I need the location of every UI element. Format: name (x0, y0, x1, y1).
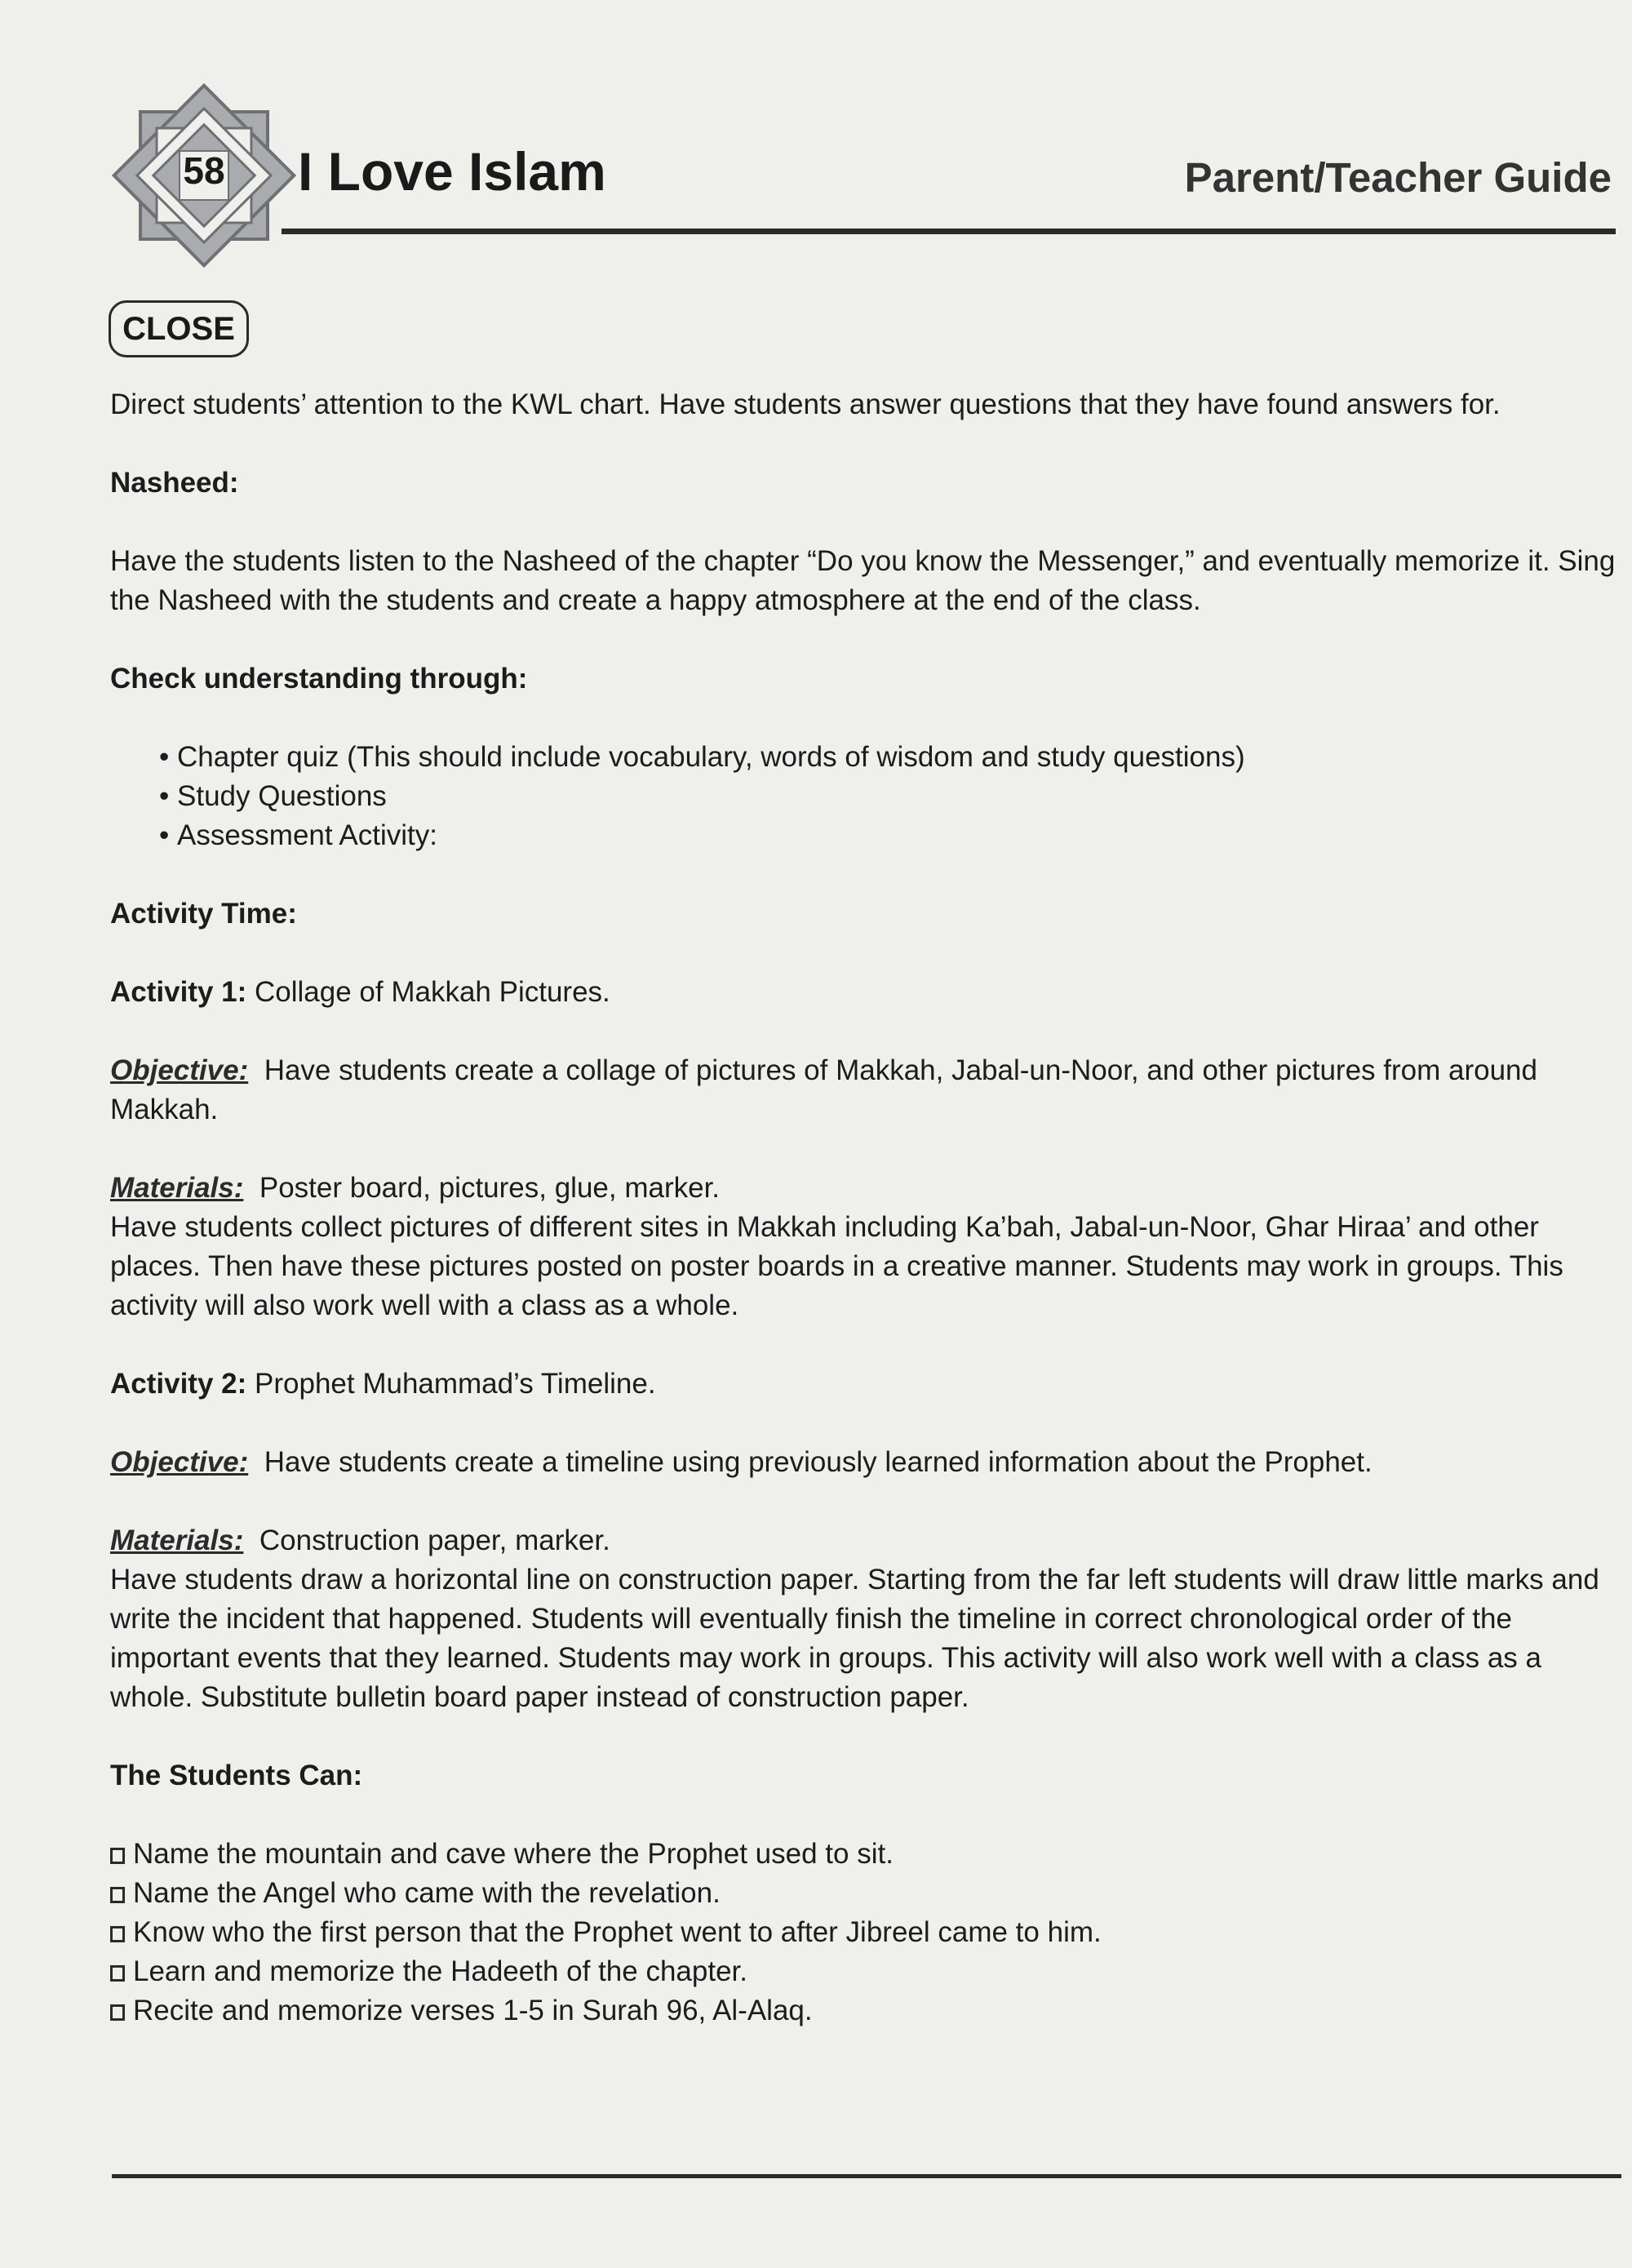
nasheed-text: Have the students listen to the Nasheed of the chapter “Do you know the Messenger,” and eventually memorize it. Sing the Nasheed with the students and create a happy atmosphere at the end of the class. (110, 545, 1616, 616)
activity-1-materials: Poster board, pictures, glue, marker. (259, 1172, 721, 1204)
activity-1-label: Activity 1: (110, 976, 247, 1008)
activity-1-description: Have students collect pictures of different sites in Makkah including Ka’bah, Jabal-un-Noor, Ghar Hiraa’ and other places. Then have these pictures posted on poster boards in a creative manner. Students may work in groups. This activity will also work well with a class as a whole. (110, 1211, 1563, 1321)
list-item: • Chapter quiz (This should include vocabulary, words of wisdom and study questions) (159, 738, 1620, 777)
list-item: Recite and memorize verses 1-5 in Surah 96, Al-Alaq. (110, 1991, 1620, 2031)
activity-2-materials: Construction paper, marker. (259, 1525, 610, 1556)
objective-label: Objective: (110, 1054, 249, 1086)
activity-2-description: Have students draw a horizontal line on construction paper. Starting from the far left students will draw little marks and write the incident that happened. Students will eventually finish the timeline in correct chronological order of the important events that they learned. Students may work in groups. This activity will also work well with a class as a whole. Substitute bulletin board paper instead of construction paper. (110, 1564, 1599, 1713)
activity-1-objective: Have students create a collage of pictures of Makkah, Jabal-un-Noor, and other pictures from around Makkah. (110, 1054, 1537, 1125)
activity-time-heading: Activity Time: (110, 898, 297, 930)
list-item: Know who the first person that the Prophet went to after Jibreel came to him. (110, 1913, 1620, 1952)
checkbox-icon (110, 1965, 125, 1982)
book-title: I Love Islam (298, 141, 606, 202)
guide-title: Parent/Teacher Guide (1184, 154, 1612, 201)
materials-label: Materials: (110, 1172, 244, 1204)
checkbox-icon (110, 1926, 125, 1942)
list-item: • Study Questions (159, 777, 1620, 816)
activity-1-objective-line (110, 1051, 1620, 1130)
intro-text: Direct students’ attention to the KWL chart. Have students answer questions that they have found answers for. (110, 388, 1501, 420)
activity-2-objective: Have students create a timeline using previously learned information about the Prophet. (264, 1446, 1373, 1478)
list-item: Learn and memorize the Hadeeth of the chapter. (110, 1952, 1620, 1991)
activity-1-materials-line (110, 1169, 1620, 1208)
activity-2-materials-line (110, 1521, 1620, 1560)
list-item: • Assessment Activity: (159, 816, 1620, 855)
activity-2-title: Prophet Muhammad’s Timeline. (255, 1368, 656, 1400)
close-badge: CLOSE (109, 300, 249, 357)
activity-2-objective-line (110, 1443, 1620, 1482)
footer-rule (112, 2174, 1621, 2178)
checkbox-icon (110, 1848, 125, 1864)
check-list (110, 738, 1620, 855)
students-can-list (110, 1835, 1620, 2031)
activity-1-title: Collage of Makkah Pictures. (255, 976, 610, 1008)
objective-label: Objective: (110, 1446, 249, 1478)
checkbox-icon (110, 1887, 125, 1903)
list-item: Name the Angel who came with the revelation. (110, 1874, 1620, 1913)
page-number: 58 (183, 149, 225, 192)
main-content (110, 385, 1620, 2031)
checkbox-icon (110, 2004, 125, 2021)
students-can-heading: The Students Can: (110, 1760, 363, 1791)
materials-label: Materials: (110, 1525, 244, 1556)
activity-1-title-line (110, 973, 1620, 1012)
header-rule (282, 229, 1616, 234)
activity-2-title-line (110, 1365, 1620, 1404)
nasheed-heading: Nasheed: (110, 467, 239, 499)
list-item: Name the mountain and cave where the Prophet used to sit. (110, 1835, 1620, 1874)
check-heading: Check understanding through: (110, 663, 528, 695)
activity-2-label: Activity 2: (110, 1368, 247, 1400)
